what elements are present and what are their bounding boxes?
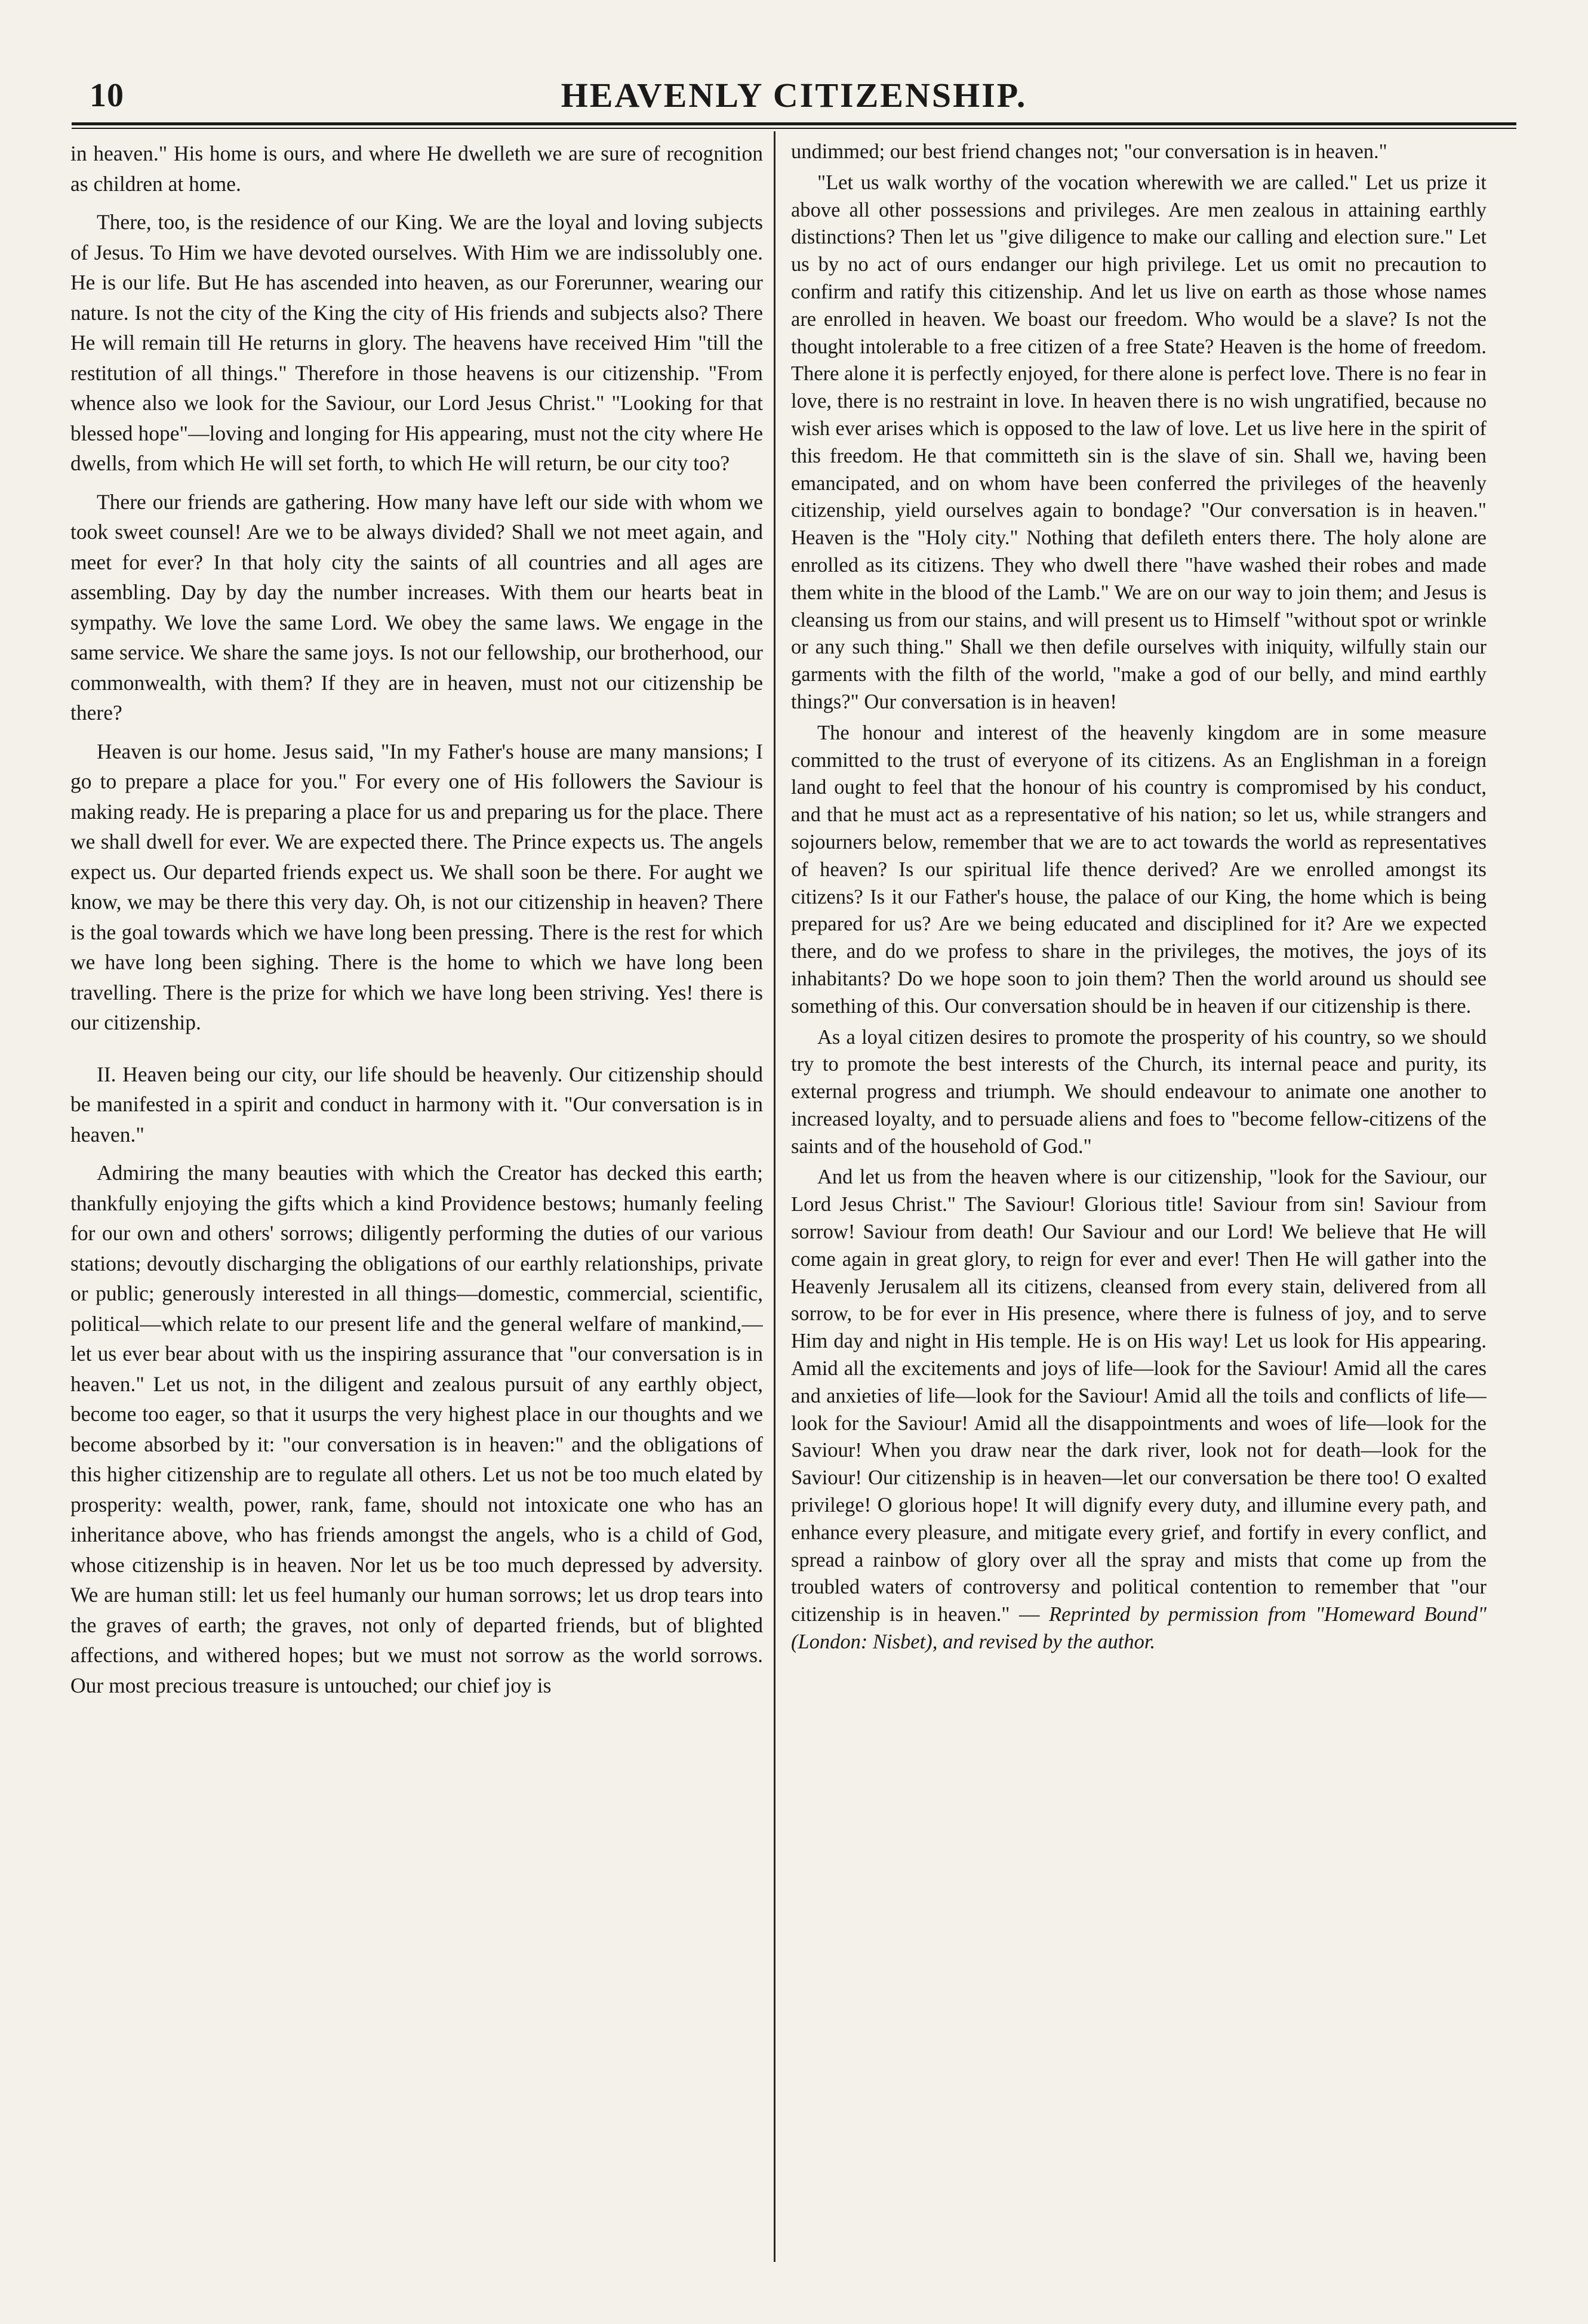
- paragraph-final: And let us from the heaven where is our citizenship, "look for the Saviour, our Lord Jesus Christ." The Saviour! Glorious title! Saviour from sin! Saviour from sorrow! Saviour from death! Our Saviour and our Lord! We believe that He will come again in great glory, to reign for ever and ever! Then He will gather into the Heavenly Jerusalem all its citizens, cleansed from every stain, delivered from all sorrow, to be for ever in His presence, where there is fulness of joy, and to serve Him day and night in His temple. He is on His way! Let us look for His appearing. Amid all the excitements and joys of life—look for the Saviour! Amid all the cares and anxieties of life—look for the Saviour! Amid all the toils and conflicts of life—look for the Saviour! Amid all the disappointments and woes of life—look for the Saviour! When you draw near the dark river, look not for death—look for the Saviour! Our citizenship is in heaven—let our conversation be there too! O exalted privilege! O glorious hope! It will dignify every duty, and illumine every path, and enhance every pleasure, and mitigate every grief, and fortify in every conflict, and spread a rainbow of glory over all the spray and mists that come up from the troubled waters of controversy and political contention to remember that "our citizenship is in heaven." — Reprinted by permission from "Homeward Bound" (London: Nisbet), and revised by the author.: [791, 1166, 1487, 1654]
- paragraph: in heaven." His home is ours, and where He dwelleth we are sure of recognition as children at home.: [70, 141, 763, 196]
- paragraph: The honour and interest of the heavenly kingdom are in some measure committed to the trust of everyone of its citizens. As an Englishman in a foreign land ought to feel that the honour of his country is compromised by his conduct, and that he must act as a representative of his nation; so let us, while strangers and sojourners below, remember that we are to act towards the world as representatives of heaven? Is our spiritual life thence derived? Are we enrolled amongst its citizens? Is it our Father's house, the palace of our King, the home which is being prepared for us? Are we being educated and disciplined for it? Are we expected there, and do we profess to share in the privileges, the motives, the joys of its inhabitants? Do we hope soon to join them? Then the world around us should see something of this. Our conversation should be in heaven if our citizenship is there.: [791, 721, 1487, 1018]
- paragraph: There our friends are gathering. How many have left our side with whom we took sweet counsel! Are we to be always divided? Shall we not meet again, and meet for ever? In that holy city the saints of all countries and all ages are assembling. Day by day the number increases. With them our hearts beat in sympathy. We love the same Lord. We obey the same laws. We engage in the same service. We share the same joys. Is not our fellowship, our brotherhood, our commonwealth, with them? If they are in heaven, must not our citizenship be there?: [70, 489, 763, 725]
- page-header: [72, 70, 1516, 118]
- left-column: [70, 138, 763, 2263]
- page-number: 10: [90, 77, 124, 114]
- paragraph: There, too, is the residence of our King. We are the loyal and loving subjects of Jesus. To Him we have devoted ourselves. With Him we are indissolubly one. He is our life. But He has ascended into heaven, as our Forerunner, wearing our nature. Is not the city of the King the city of His friends and subjects also? There He will remain till He returns in glory. The heavens have received Him "till the restitution of all things." Therefore in those heavens is our citizenship. "From whence also we look for the Saviour, our Lord Jesus Christ." "Looking for that blessed hope"—loving and longing for His appearing, must not the city where He dwells, from which He will set forth, to which He will return, be our city too?: [70, 210, 763, 475]
- paragraph: As a loyal citizen desires to promote the prosperity of his country, so we should try to promote the best interests of the Church, its internal peace and purity, its external progress and triumph. We should endeavour to animate one another to increased loyalty, and to persuade aliens and foes to "become fellow-citizens of the saints and of the household of God.": [791, 1025, 1487, 1158]
- paragraph-text: And let us from the heaven where is our citizenship, "look for the Saviour, our Lord Jesus Christ." The Saviour! Glorious title! Saviour from sin! Saviour from sorrow! Saviour from death! Our Saviour and our Lord! We believe that He will come again in great glory, to reign for ever and ever! Then He will gather into the Heavenly Jerusalem all its citizens, cleansed from every stain, delivered from all sorrow, to be for ever in His presence, where there is fulness of joy, and to serve Him day and night in His temple. He is on His way! Let us look for His appearing. Amid all the excitements and joys of life—look for the Saviour! Amid all the cares and anxieties of life—look for the Saviour! Amid all the toils and conflicts of life—look for the Saviour! Amid all the disappointments and woes of life—look for the Saviour! When you draw near the dark river, look not for death—look for the Saviour! Our citizenship is in heaven—let our conversation be there too! O exalted privilege! O glorious hope! It will dignify every duty, and illumine every path, and enhance every pleasure, and mitigate every grief, and fortify in every conflict, and spread a rainbow of glory over all the spray and mists that come up from the troubled waters of controversy and political contention to remember that "our citizenship is in heaven.": [791, 1166, 1487, 1626]
- paragraph: Admiring the many beauties with which the Creator has decked this earth; thankfully enjoying the gifts which a kind Providence bestows; humanly feeling for our own and others' sorrows; diligently performing the duties of our various stations; devoutly discharging the obligations of our earthly relationships, private or public; generously interested in all things—domestic, commercial, scientific, political—which relate to our present life and the general welfare of mankind,—let us ever bear about with us the inspiring assurance that "our conversation is in heaven." Let us not, in the diligent and zealous pursuit of any earthly object, become too eager, so that it usurps the very highest place in our thoughts and we become absorbed by it: "our conversation is in heaven:" and the obligations of this higher citizenship are to regulate all others. Let us not be too much elated by prosperity: wealth, power, rank, fame, should not intoxicate one who has an inheritance above, who has friends amongst the angels, who is a child of God, whose citizenship is in heaven. Nor let us be too much depressed by adversity. We are human still: let us feel humanly our human sorrows; let us drop tears into the graves of earth; the graves, not only of departed friends, but of blighted affections, and withered hopes; but we must not sorrow as the world sorrows. Our most precious treasure is untouched; our chief joy is: [70, 1161, 763, 1697]
- right-column: [791, 138, 1487, 2263]
- header-rule-thin: [72, 128, 1516, 129]
- reprint-credit: Reprinted by permission from "Homeward Bound" (London: Nisbet), and revised by the author.: [791, 1603, 1487, 1654]
- paragraph: undimmed; our best friend changes not; "our conversation is in heaven.": [791, 140, 1387, 163]
- paragraph: "Let us walk worthy of the vocation wherewith we are called." Let us prize it above all other possessions and privileges. Are men zealous in attaining earthly distinctions? Then let us "give diligence to make our calling and election sure." Let us by no act of ours endanger our high privilege. Let us omit no precaution to confirm and ratify this citizenship. And let us live on earth as those whose names are enrolled in heaven. We boast our freedom. Who would be a slave? Is not the thought intolerable to a free citizen of a free State? Heaven is the home of freedom. There alone it is perfectly enjoyed, for there alone is perfect love. There is no fear in love, there is no restraint in love. In heaven there is no wish ungratified, because no wish ever arises which is opposed to the law of love. Let us live here in the spirit of this freedom. He that committeth sin is the slave of sin. Shall we, having been emancipated, and on whom have been conferred the privileges of the heavenly citizenship, yield ourselves again to bondage? "Our conversation is in heaven." Heaven is the "Holy city." Nothing that defileth enters there. The holy alone are enrolled as its citizens. They who dwell there "have washed their robes and made them white in the blood of the Lamb." We are on our way to join them; and Jesus is cleansing us from our stains, and will present us to Himself "without spot or wrinkle or any such thing." Shall we then defile ourselves with iniquity, wilfully stain our garments with the filth of the world, "make a god of our belly, and mind earthly things?" Our conversation is in heaven!: [791, 171, 1487, 713]
- paragraph: Heaven is our home. Jesus said, "In my Father's house are many mansions; I go to prepare a place for you." For every one of His followers the Saviour is making ready. He is preparing a place for us and preparing us for the place. There we shall dwell for ever. We are expected there. The Prince expects us. The angels expect us. Our departed friends expect us. We shall soon be there. For aught we know, we may be there this very day. Oh, is not our citizenship in heaven? There is the goal towards which we have long been pressing. There is the rest for which we have long been sighing. There is the home to which we have long been travelling. There is the prize for which we have long been striving. Yes! there is our citizenship.: [70, 739, 763, 1034]
- running-title: HEAVENLY CITIZENSHIP.: [561, 76, 1027, 115]
- header-rule-thick: [72, 122, 1516, 125]
- section-heading-paragraph: II. Heaven being our city, our life should be heavenly. Our citizenship should be manifested in a spirit and conduct in harmony with it. "Our conversation is in heaven.": [70, 1062, 763, 1146]
- column-divider: [774, 131, 775, 2262]
